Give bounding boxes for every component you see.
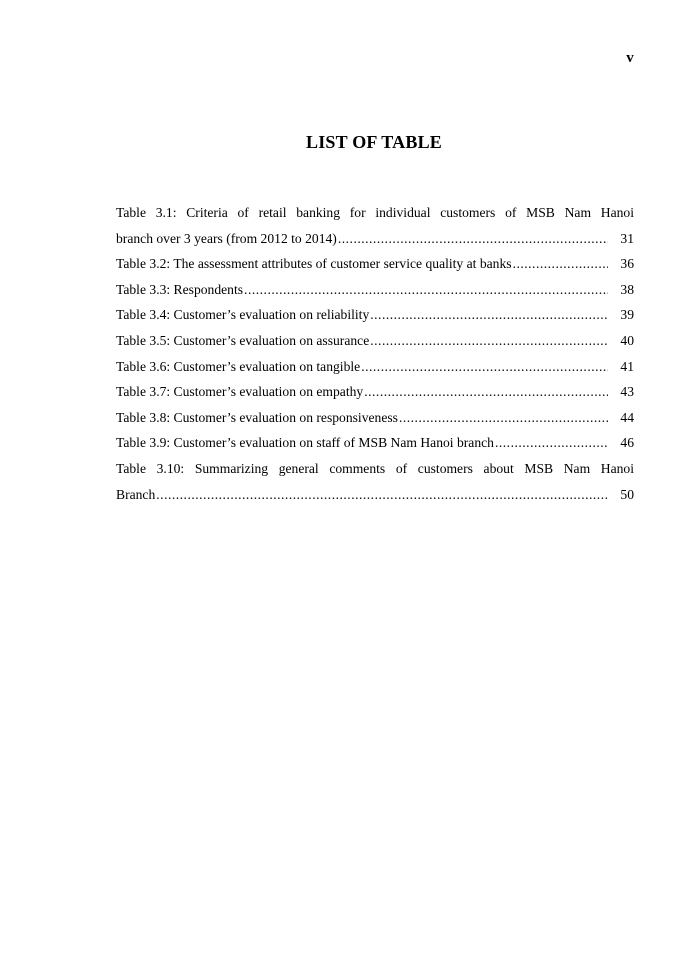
toc-entry-first-line: Table 3.1: Criteria of retail banking for individual customers of MSB Nam Hanoi: [116, 205, 634, 220]
dot-leader: [399, 405, 608, 431]
toc-entry-page: 36: [620, 256, 634, 272]
toc-entry-title: branch over 3 years (from 2012 to 2014): [116, 230, 337, 246]
toc-entry-table-3-8[interactable]: [116, 405, 634, 431]
toc-entry-page: 40: [620, 332, 634, 348]
dot-leader: [370, 302, 608, 328]
toc-entry-page: 46: [620, 435, 634, 451]
toc-entry-title: Table 3.5: Customer’s evaluation on assurance: [116, 332, 370, 348]
toc-entry-title: Table 3.3: Respondents: [116, 281, 244, 297]
toc-entry-page: 38: [620, 281, 634, 297]
dot-leader: [370, 328, 608, 354]
toc-entry-page: 31: [620, 230, 634, 246]
toc-entry-line: [116, 226, 634, 252]
toc-entry-table-3-5[interactable]: [116, 328, 634, 354]
toc-entry-title: Table 3.2: The assessment attributes of customer service quality at banks: [116, 256, 512, 272]
dot-leader: [244, 277, 608, 303]
toc-entry-table-3-10[interactable]: [116, 456, 634, 507]
toc-entry-line: [116, 482, 634, 508]
toc-entry-title: Table 3.7: Customer’s evaluation on empathy: [116, 384, 364, 400]
toc-entry-page: 41: [620, 358, 634, 374]
toc-entry-table-3-2[interactable]: [116, 251, 634, 277]
toc-entry-title: Table 3.4: Customer’s evaluation on reliability: [116, 307, 370, 323]
toc-entry-page: 50: [620, 486, 634, 502]
toc-entry-line: [116, 277, 634, 303]
toc-entry-table-3-3[interactable]: [116, 277, 634, 303]
toc-entry-table-3-9[interactable]: [116, 430, 634, 456]
toc-entry-first-line: Table 3.10: Summarizing general comments of customers about MSB Nam Hanoi: [116, 460, 634, 476]
toc-entry-title: Table 3.6: Customer’s evaluation on tangible: [116, 358, 361, 374]
toc-entry-page: 43: [620, 384, 634, 400]
table-list: [116, 200, 634, 507]
dot-leader: [338, 226, 608, 252]
toc-entry-line: [116, 354, 634, 380]
dot-leader: [364, 379, 608, 405]
toc-entry-line: [116, 328, 634, 354]
toc-entry-line: [116, 430, 634, 456]
page-title: LIST OF TABLE: [306, 132, 442, 152]
dot-leader: [495, 430, 608, 456]
toc-entry-title: Table 3.8: Customer’s evaluation on responsiveness: [116, 409, 398, 425]
dot-leader: [156, 482, 608, 508]
page-number: v: [626, 50, 634, 66]
toc-entry-title: Branch: [116, 486, 156, 502]
toc-entry-page: 39: [620, 307, 634, 323]
toc-entry-table-3-1[interactable]: [116, 200, 634, 251]
toc-entry-table-3-4[interactable]: [116, 302, 634, 328]
toc-entry-table-3-7[interactable]: [116, 379, 634, 405]
dot-leader: [513, 251, 608, 277]
toc-entry-line: [116, 251, 634, 277]
dot-leader: [361, 354, 608, 380]
toc-entry-line: [116, 379, 634, 405]
toc-entry-line: [116, 302, 634, 328]
toc-entry-line: [116, 405, 634, 431]
toc-entry-page: 44: [620, 409, 634, 425]
toc-entry-title: Table 3.9: Customer’s evaluation on staff of MSB Nam Hanoi branch: [116, 435, 494, 451]
toc-entry-table-3-6[interactable]: [116, 354, 634, 380]
